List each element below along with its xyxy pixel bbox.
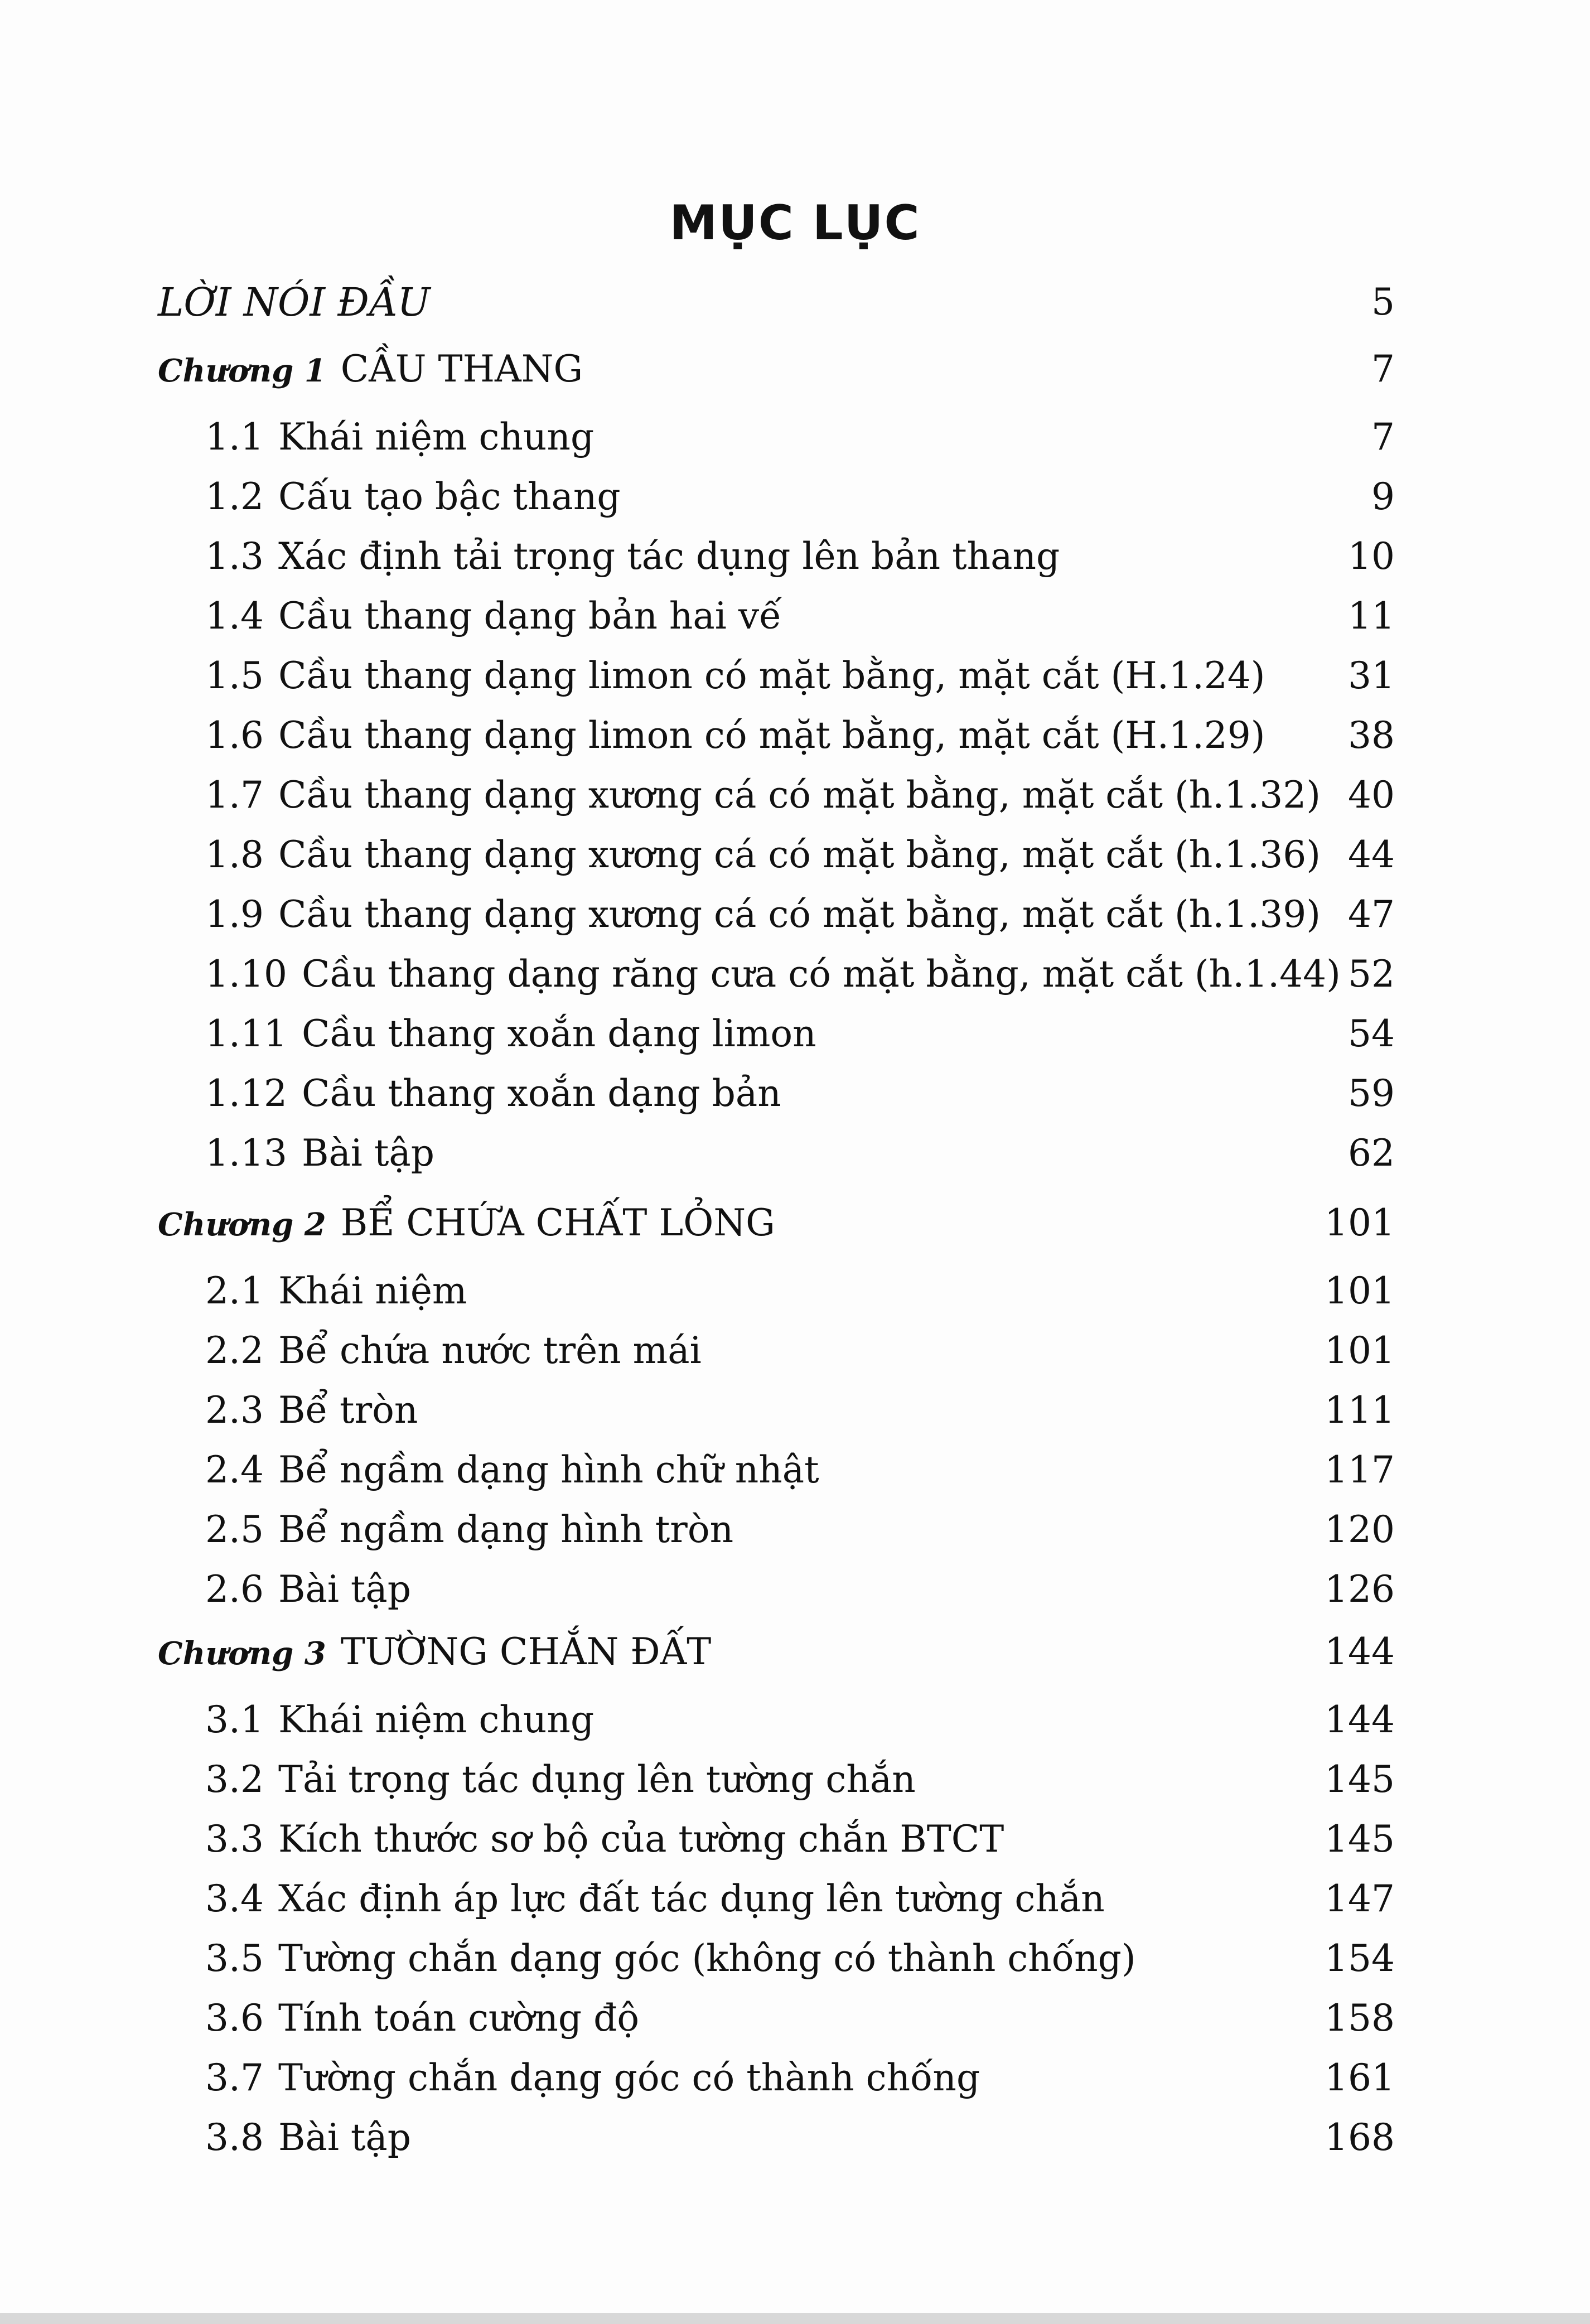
section-heading xyxy=(205,1990,639,2046)
toc-entry-section xyxy=(0,1323,1590,1379)
section-title: Cấu tạo bậc thang xyxy=(278,475,621,518)
section-heading xyxy=(205,1692,594,1748)
section-page-number: 111 xyxy=(1325,1389,1395,1432)
section-title: Cầu thang dạng xương cá có mặt bằng, mặt cắt (h.1.32) xyxy=(278,774,1321,816)
section-page-number: 10 xyxy=(1348,535,1395,578)
section-heading xyxy=(205,1006,816,1062)
section-page-number: 7 xyxy=(1371,415,1395,458)
preface-page-number: 5 xyxy=(1371,281,1395,323)
section-heading xyxy=(205,1323,702,1379)
toc-entry-section xyxy=(0,1990,1590,2046)
section-number: 1.9 xyxy=(205,893,264,936)
section-title: Cầu thang dạng limon có mặt bằng, mặt cắt (H.1.29) xyxy=(278,714,1265,757)
section-page-number: 40 xyxy=(1348,774,1395,816)
section-page-number: 158 xyxy=(1325,1997,1395,2040)
section-page-number: 47 xyxy=(1348,893,1395,936)
section-title: Xác định tải trọng tác dụng lên bản thang xyxy=(278,535,1060,578)
page-bottom-edge xyxy=(0,2313,1590,2324)
section-page-number: 101 xyxy=(1325,1269,1395,1312)
toc-entry-chapter xyxy=(0,1624,1590,1680)
toc-entry-section xyxy=(0,1383,1590,1438)
section-heading xyxy=(205,1263,467,1319)
section-page-number: 161 xyxy=(1325,2056,1395,2099)
toc-entry-section xyxy=(0,1006,1590,1062)
section-number: 1.7 xyxy=(205,774,264,816)
section-number: 1.12 xyxy=(205,1072,287,1115)
section-heading xyxy=(205,1502,733,1558)
section-number: 1.11 xyxy=(205,1012,287,1055)
section-number: 3.4 xyxy=(205,1877,264,1920)
section-title: Tường chắn dạng góc (không có thành chống) xyxy=(278,1937,1136,1980)
section-page-number: 38 xyxy=(1348,714,1395,757)
section-page-number: 168 xyxy=(1325,2116,1395,2159)
section-number: 1.3 xyxy=(205,535,264,578)
chapter-title: CẦU THANG xyxy=(340,347,583,390)
toc-entry-section xyxy=(0,887,1590,943)
toc-entry-section xyxy=(0,588,1590,644)
section-heading xyxy=(205,1562,411,1617)
section-heading xyxy=(205,1752,916,1808)
section-heading xyxy=(205,887,1321,943)
toc-entry-chapter xyxy=(0,341,1590,397)
chapter-page-number: 144 xyxy=(1325,1630,1395,1673)
section-title: Tường chắn dạng góc có thành chống xyxy=(278,2056,980,2099)
section-number: 1.8 xyxy=(205,833,264,876)
section-number: 1.2 xyxy=(205,475,264,518)
section-page-number: 44 xyxy=(1348,833,1395,876)
toc-entry-section xyxy=(0,1692,1590,1748)
section-page-number: 62 xyxy=(1348,1132,1395,1175)
section-number: 2.2 xyxy=(205,1329,264,1372)
section-title: Tính toán cường độ xyxy=(278,1997,640,2040)
section-heading xyxy=(205,1871,1105,1927)
section-heading xyxy=(205,1931,1136,1987)
section-heading xyxy=(205,708,1265,764)
section-page-number: 144 xyxy=(1325,1698,1395,1741)
section-title: Khái niệm chung xyxy=(278,1698,595,1741)
chapter-title: BỂ CHỨA CHẤT LỎNG xyxy=(340,1201,775,1244)
chapter-heading xyxy=(158,1624,711,1682)
section-page-number: 9 xyxy=(1371,475,1395,518)
chapter-page-number: 101 xyxy=(1325,1201,1395,1244)
toc-entry-section xyxy=(0,1502,1590,1558)
section-heading xyxy=(205,2110,411,2166)
section-title: Cầu thang xoắn dạng bản xyxy=(301,1072,781,1115)
section-number: 2.3 xyxy=(205,1389,264,1432)
section-title: Cầu thang xoắn dạng limon xyxy=(301,1012,816,1055)
toc-entry-section xyxy=(0,409,1590,465)
section-heading xyxy=(205,1066,781,1122)
section-heading xyxy=(205,767,1321,823)
toc-entry-section xyxy=(0,1442,1590,1498)
section-page-number: 145 xyxy=(1325,1818,1395,1861)
section-number: 2.1 xyxy=(205,1269,264,1312)
section-title: Khái niệm chung xyxy=(278,415,595,458)
section-page-number: 54 xyxy=(1348,1012,1395,1055)
section-number: 3.3 xyxy=(205,1818,264,1861)
section-heading xyxy=(205,648,1265,704)
section-title: Bể chứa nước trên mái xyxy=(278,1329,702,1372)
toc-entry-preface xyxy=(0,274,1590,330)
section-number: 1.1 xyxy=(205,415,264,458)
section-number: 2.5 xyxy=(205,1508,264,1551)
section-title: Bài tập xyxy=(278,2116,412,2159)
toc-entry-section xyxy=(0,1871,1590,1927)
chapter-number: Chương 3 xyxy=(158,1635,326,1672)
section-page-number: 52 xyxy=(1348,953,1395,996)
section-number: 2.6 xyxy=(205,1568,264,1611)
toc-entry-section xyxy=(0,708,1590,764)
page-title: MỤC LỤC xyxy=(669,195,921,251)
section-page-number: 147 xyxy=(1325,1877,1395,1920)
section-title: Khái niệm xyxy=(278,1269,467,1312)
section-page-number: 120 xyxy=(1325,1508,1395,1551)
section-page-number: 145 xyxy=(1325,1758,1395,1801)
section-title: Cầu thang dạng limon có mặt bằng, mặt cắt (H.1.24) xyxy=(278,654,1265,697)
chapter-title: TƯỜNG CHẮN ĐẤT xyxy=(340,1630,712,1673)
section-title: Tải trọng tác dụng lên tường chắn xyxy=(278,1758,916,1801)
toc-entry-section xyxy=(0,1066,1590,1122)
section-heading xyxy=(205,1811,1004,1867)
section-number: 1.5 xyxy=(205,654,264,697)
toc-entry-section xyxy=(0,1562,1590,1617)
toc-entry-section xyxy=(0,1752,1590,1808)
section-page-number: 154 xyxy=(1325,1937,1395,1980)
section-number: 3.5 xyxy=(205,1937,264,1980)
section-number: 1.13 xyxy=(205,1132,287,1175)
section-title: Xác định áp lực đất tác dụng lên tường chắn xyxy=(278,1877,1105,1920)
toc-entry-section xyxy=(0,469,1590,525)
toc-entry-section xyxy=(0,648,1590,704)
section-heading xyxy=(205,2050,980,2106)
section-heading xyxy=(205,1442,819,1498)
section-title: Bài tập xyxy=(301,1132,435,1175)
section-heading xyxy=(205,469,621,525)
section-page-number: 101 xyxy=(1325,1329,1395,1372)
section-heading xyxy=(205,409,594,465)
section-number: 2.4 xyxy=(205,1448,264,1491)
section-number: 3.8 xyxy=(205,2116,264,2159)
toc-entry-section xyxy=(0,2050,1590,2106)
chapter-number: Chương 2 xyxy=(158,1206,326,1243)
chapter-number: Chương 1 xyxy=(158,352,326,389)
section-heading xyxy=(205,588,782,644)
toc-entry-section xyxy=(0,1811,1590,1867)
section-number: 3.6 xyxy=(205,1997,264,2040)
section-page-number: 11 xyxy=(1348,595,1395,637)
section-title: Cầu thang dạng bản hai vế xyxy=(278,595,782,637)
section-number: 1.4 xyxy=(205,595,264,637)
toc-entry-section xyxy=(0,1263,1590,1319)
section-page-number: 117 xyxy=(1325,1448,1395,1491)
section-heading xyxy=(205,529,1060,584)
section-number: 1.10 xyxy=(205,953,287,996)
section-title: Cầu thang dạng xương cá có mặt bằng, mặt cắt (h.1.36) xyxy=(278,833,1321,876)
section-heading xyxy=(205,1125,434,1181)
section-title: Cầu thang dạng xương cá có mặt bằng, mặt cắt (h.1.39) xyxy=(278,893,1321,936)
section-number: 3.7 xyxy=(205,2056,264,2099)
section-title: Kích thước sơ bộ của tường chắn BTCT xyxy=(278,1818,1004,1861)
toc-entry-section xyxy=(0,2110,1590,2166)
toc-entry-section xyxy=(0,529,1590,584)
chapter-heading xyxy=(158,1195,775,1253)
section-number: 3.2 xyxy=(205,1758,264,1801)
section-number: 1.6 xyxy=(205,714,264,757)
chapter-heading xyxy=(158,341,583,399)
toc-entry-section xyxy=(0,827,1590,883)
section-page-number: 126 xyxy=(1325,1568,1395,1611)
preface-label: LỜI NÓI ĐẦU xyxy=(158,279,431,325)
section-title: Bài tập xyxy=(278,1568,412,1611)
section-heading xyxy=(205,946,1341,1002)
section-number: 3.1 xyxy=(205,1698,264,1741)
toc-entry-chapter xyxy=(0,1195,1590,1251)
toc-entry-section xyxy=(0,1931,1590,1987)
section-heading xyxy=(205,827,1321,883)
section-title: Cầu thang dạng răng cưa có mặt bằng, mặt cắt (h.1.44) xyxy=(301,953,1341,996)
section-page-number: 59 xyxy=(1348,1072,1395,1115)
section-page-number: 31 xyxy=(1348,654,1395,697)
section-heading xyxy=(205,1383,418,1438)
chapter-page-number: 7 xyxy=(1371,347,1395,390)
toc-entry-section xyxy=(0,1125,1590,1181)
section-title: Bể tròn xyxy=(278,1389,418,1432)
section-title: Bể ngầm dạng hình chữ nhật xyxy=(278,1448,819,1491)
section-title: Bể ngầm dạng hình tròn xyxy=(278,1508,734,1551)
toc-entry-section xyxy=(0,946,1590,1002)
toc-entry-section xyxy=(0,767,1590,823)
